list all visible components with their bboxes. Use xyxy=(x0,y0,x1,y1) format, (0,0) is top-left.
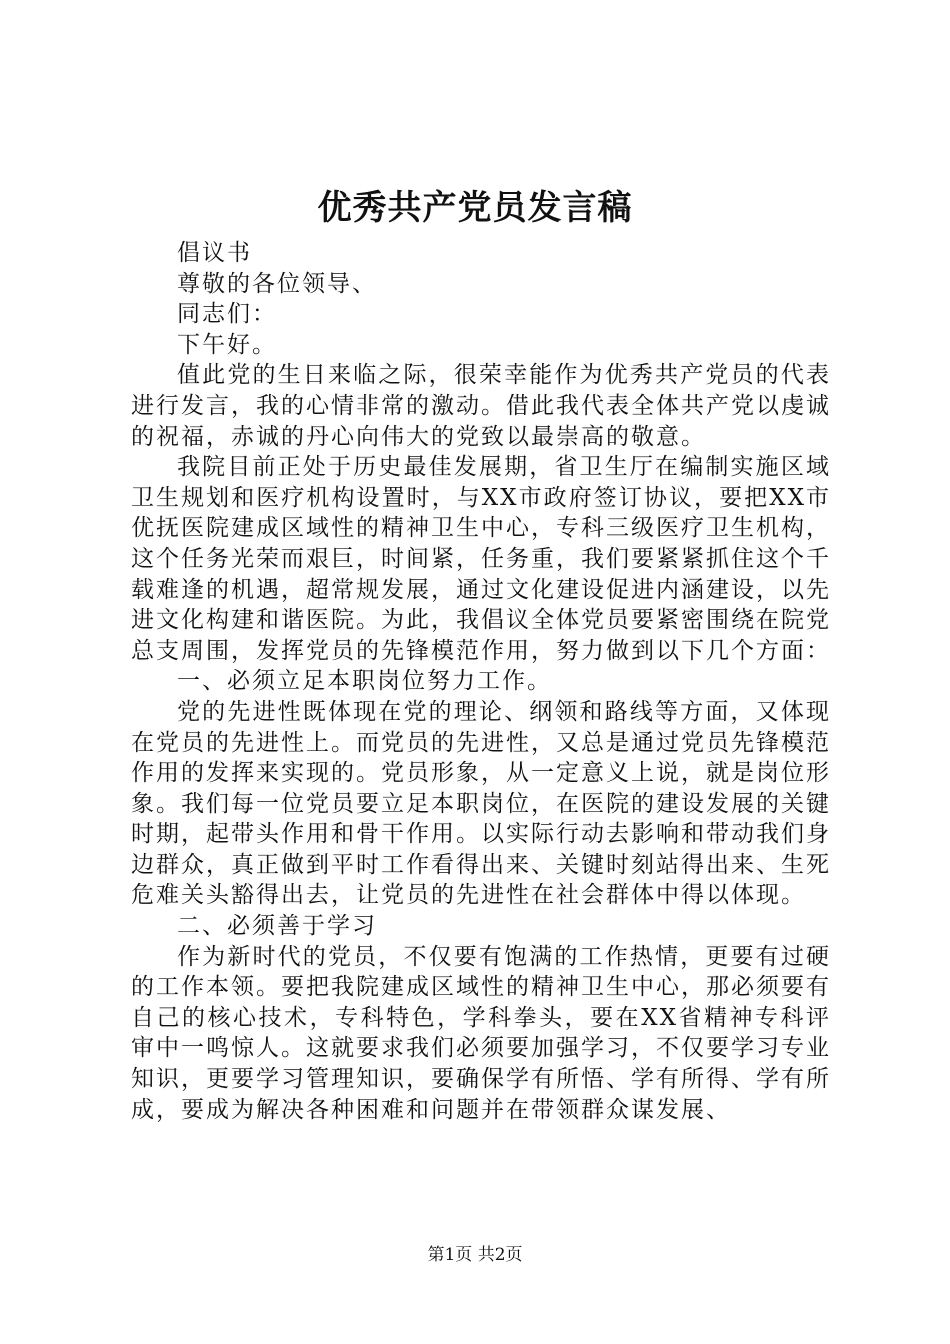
paragraph-section-2: 作为新时代的党员，不仅要有饱满的工作热情，更要有过硬的工作本领。要把我院建成区域性的精神卫生中心，那必须要有自己的核心技术，专科特色，学科拳头，要在XX省精神专科评审中一鸣惊人。这就要求我们必须要加强学习，不仅要学习专业知识，更要学习管理知识，要确保学有所悟、学有所得、学有所成，要成为解决各种困难和问题并在带领群众谋发展、 xyxy=(131,943,831,1123)
paragraph-section-1: 党的先进性既体现在党的理论、纲领和路线等方面，又体现在党员的先进性上。而党员的先进性，又总是通过党员先锋模范作用的发挥来实现的。党员形象，从一定意义上说，就是岗位形象。我们每一位党员要立足本职岗位，在医院的建设发展的关键时期，起带头作用和骨干作用。以实际行动去影响和带动我们身边群众，真正做到平时工作看得出来、关键时刻站得出来、生死危难关头豁得出去，让党员的先进性在社会群体中得以体现。 xyxy=(131,698,831,909)
paragraph-heading-proposal: 倡议书 xyxy=(177,240,252,266)
paragraph-opening: 值此党的生日来临之际，很荣幸能作为优秀共产党员的代表进行发言，我的心情非常的激动。借此我代表全体共产党以虔诚的祝福，赤诚的丹心向伟大的党致以最崇高的敬意。 xyxy=(131,362,831,450)
section-heading-1: 一、必须立足本职岗位努力工作。 xyxy=(177,668,552,695)
paragraph-salutation-leaders: 尊敬的各位领导、 xyxy=(177,270,377,297)
document-body xyxy=(131,238,831,1125)
paragraph-greeting: 下午好。 xyxy=(177,331,277,358)
paragraph-salutation-comrades: 同志们： xyxy=(177,301,277,328)
page-footer: 第1页 共2页 xyxy=(427,1245,523,1265)
paragraph-hospital-development: 我院目前正处于历史最佳发展期，省卫生厅在编制实施区域卫生规划和医疗机构设置时，与XX市政府签订协议，要把XX市优抚医院建成区域性的精神卫生中心，专科三级医疗卫生机构，这个任务光荣而艰巨，时间紧，任务重，我们要紧紧抓住这个千载难逢的机遇，超常规发展，通过文化建设促进内涵建设，以先进文化构建和谐医院。为此，我倡议全体党员要紧密围绕在院党总支周围，发挥党员的先锋模范作用，努力做到以下几个方面： xyxy=(131,454,831,664)
section-heading-2: 二、必须善于学习 xyxy=(177,913,377,940)
document-title: 优秀共产党员发言稿 xyxy=(317,188,633,228)
